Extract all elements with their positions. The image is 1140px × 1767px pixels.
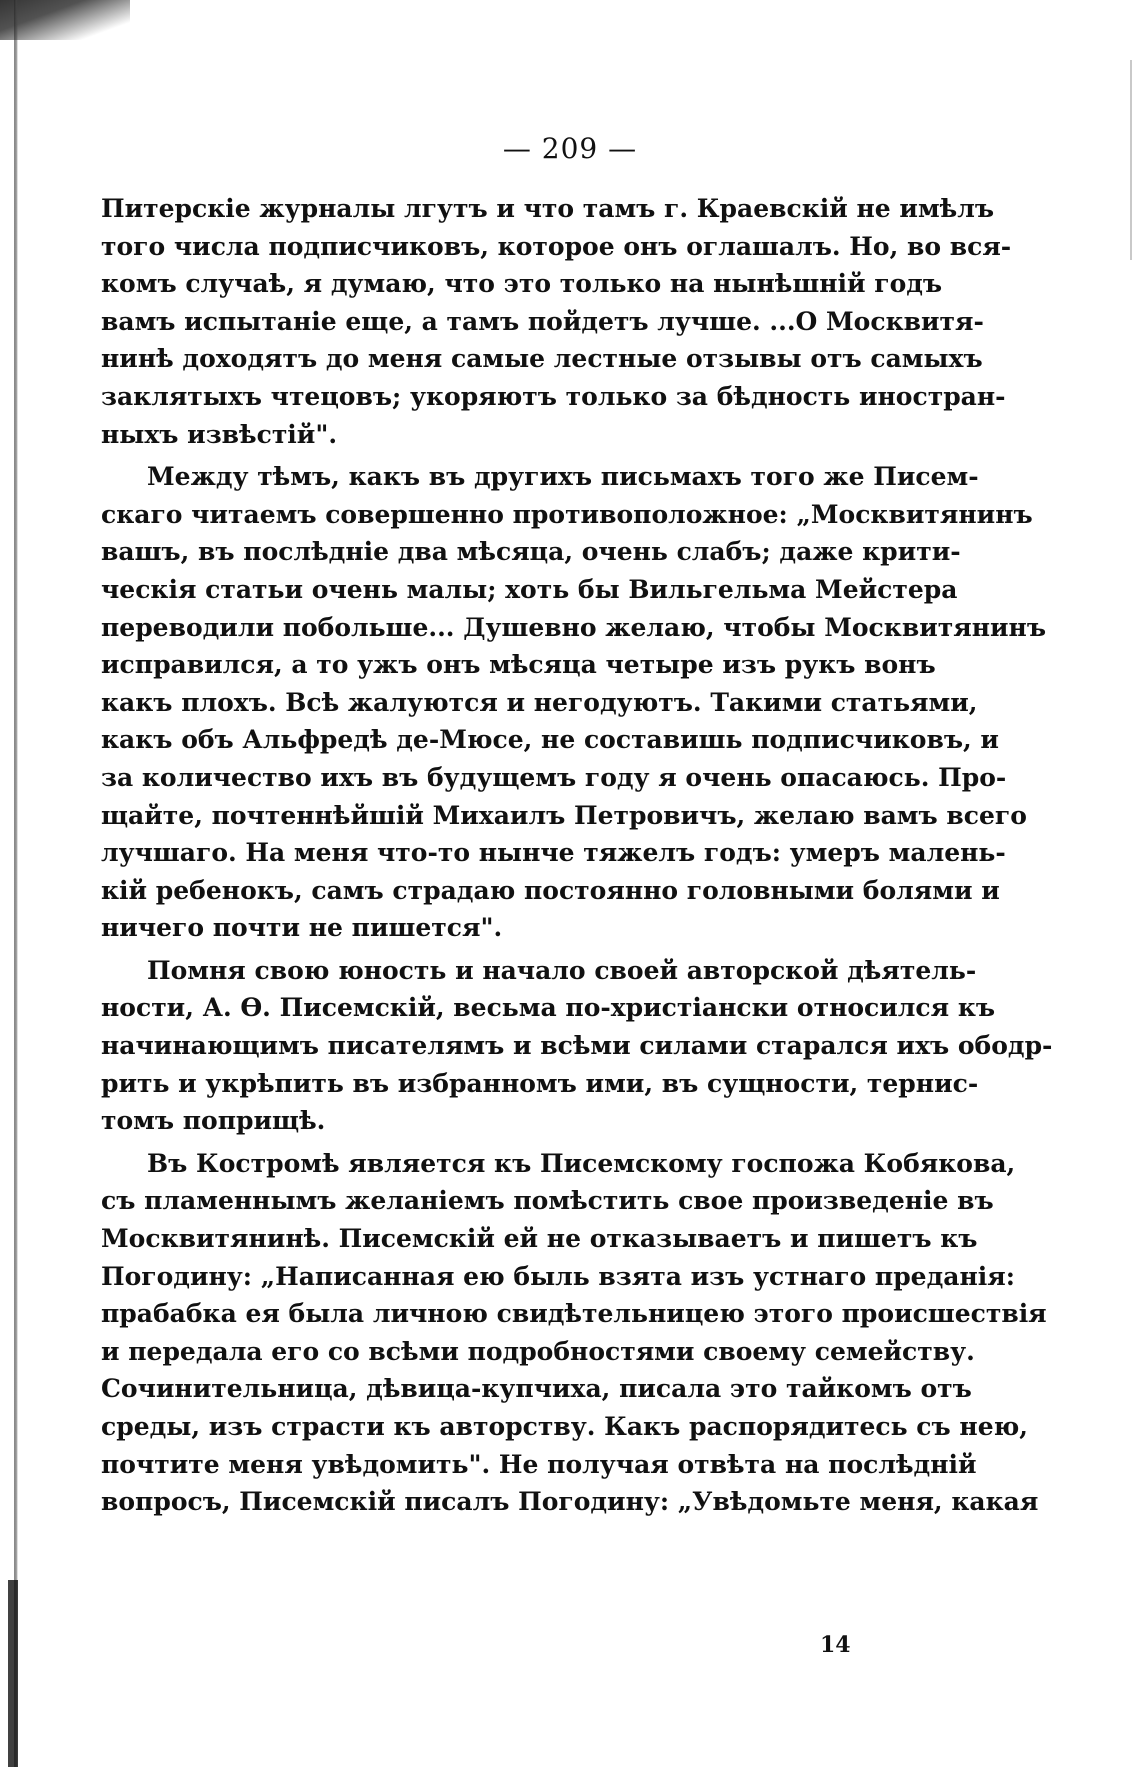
text-line: комъ случаѣ, я думаю, что это только на нынѣшній годъ xyxy=(101,269,943,299)
text-line: вашъ, въ послѣдніе два мѣсяца, очень слабъ; даже крити- xyxy=(101,537,961,567)
scan-shadow-corner xyxy=(0,0,130,40)
text-line: ныхъ извѣстій". xyxy=(101,419,338,449)
text-line: среды, изъ страсти къ авторству. Какъ распорядитесь съ нею, xyxy=(101,1412,1028,1441)
text-line: ческія статьи очень малы; хоть бы Вильгельма Мейстера xyxy=(101,574,958,604)
text-line: скаго читаемъ совершенно противоположное: „Москвитянинъ xyxy=(101,499,1033,529)
text-line: переводили побольше... Душевно желаю, чтобы Москвитянинъ xyxy=(101,612,1047,642)
text-line: кій ребенокъ, самъ страдаю постоянно головными болями и xyxy=(101,875,1000,905)
text-line: Питерскіе журналы лгутъ и что тамъ г. Краевскій не имѣлъ xyxy=(101,194,995,223)
text-line: томъ поприщѣ. xyxy=(101,1106,326,1136)
text-line: вамъ испытаніе еще, а тамъ пойдетъ лучше. ...О Москвитя- xyxy=(101,306,984,336)
text-line: того числа подписчиковъ, которое онъ оглашалъ. Но, во вся- xyxy=(101,231,1012,261)
text-line: ничего почти не пишется". xyxy=(101,913,503,943)
text-line: исправился, а то ужъ онъ мѣсяца четыре изъ рукъ вонъ xyxy=(101,650,936,680)
text-line: нинѣ доходятъ до меня самые лестные отзывы отъ самыхъ xyxy=(101,344,983,374)
text-line: за количество ихъ въ будущемъ году я очень опасаюсь. Про- xyxy=(101,762,1007,792)
text-line: ности, А. Ѳ. Писемскій, весьма по-христіански относился къ xyxy=(101,993,996,1023)
text-line: начинающимъ писателямъ и всѣми силами старался ихъ ободр- xyxy=(101,1031,1053,1061)
text-line: лучшаго. На меня что-то нынче тяжелъ годъ: умеръ малень- xyxy=(101,838,1006,868)
text-line: Погодину: „Написанная ею быль взята изъ устнаго преданія: xyxy=(101,1261,1015,1291)
text-line: Между тѣмъ, какъ въ другихъ письмахъ того же Писем- xyxy=(147,462,979,492)
text-line: Помня свою юность и начало своей авторской дѣятель- xyxy=(147,955,977,985)
page-number: — 209 — xyxy=(502,132,638,165)
text-line: съ пламеннымъ желаніемъ помѣстить свое произведеніе въ xyxy=(101,1186,994,1216)
text-line: заклятыхъ чтецовъ; укоряютъ только за бѣдность иностран- xyxy=(101,381,1006,411)
scan-edge-left xyxy=(14,0,18,1767)
text-line: и передала его со всѣми подробностями своему семейству. xyxy=(101,1336,975,1366)
text-line: прабабка ея была личною свидѣтельницею этого происшествія xyxy=(101,1299,1047,1329)
text-line: Москвитянинѣ. Писемскій ей не отказываетъ и пишетъ къ xyxy=(101,1224,978,1254)
text-line: какъ плохъ. Всѣ жалуются и негодуютъ. Такими статьями, xyxy=(101,687,978,717)
text-line: щайте, почтеннѣйшій Михаилъ Петровичъ, желаю вамъ всего xyxy=(101,800,1027,830)
scan-edge-bottom-left xyxy=(8,1580,18,1767)
text-line: рить и укрѣпить въ избранномъ ими, въ сущности, тернис- xyxy=(101,1068,979,1098)
text-line: Въ Костромѣ является къ Писемскому госпожа Кобякова, xyxy=(147,1148,1016,1178)
text-line: вопросъ, Писемскій писалъ Погодину: „Увѣдомьте меня, какая xyxy=(101,1487,1039,1517)
body-text xyxy=(101,190,1053,1521)
signature-mark: 14 xyxy=(820,1632,851,1658)
text-line: Сочинительница, дѣвица-купчиха, писала это тайкомъ отъ xyxy=(101,1374,972,1404)
text-line: почтите меня увѣдомить". Не получая отвѣта на послѣдній xyxy=(101,1449,977,1479)
text-line: какъ объ Альфредѣ де-Мюсе, не составишь подписчиковъ, и xyxy=(101,725,999,755)
